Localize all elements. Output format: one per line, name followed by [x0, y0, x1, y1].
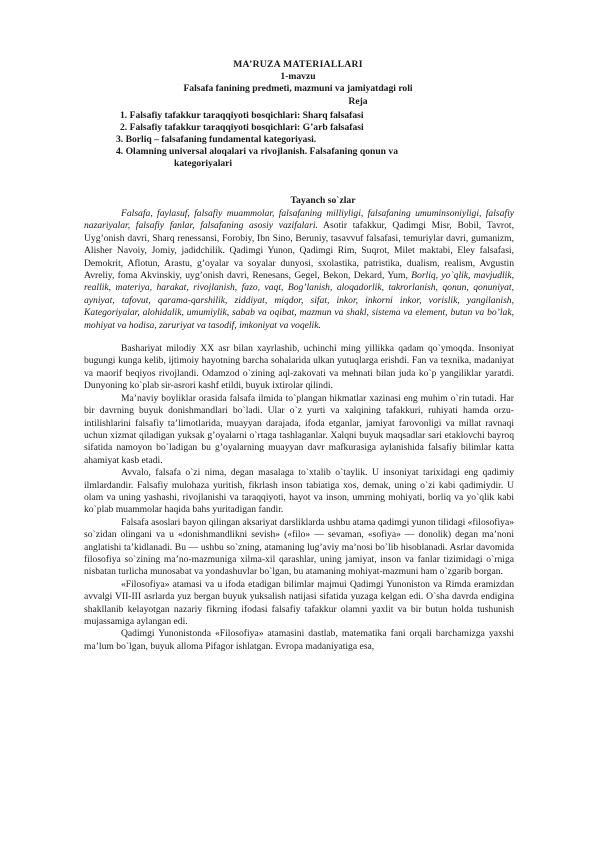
plan-item — [0, 146, 596, 170]
topic-title: Falsafa fanining predmeti, mazmuni va jamiyatdagi roli — [183, 83, 413, 94]
keywords-italic-end: Borliq, yo`qlik, mavjudlik, reallik, materiya, harakat, rivojlanish, fazo, vaqt, Bog’lanish, aloqadorlik, takrorlanish, qonun, qonuniyat, ayniyat, tafovut, qarama-qarshilik, ziddiyat, miqdor, sifat, inkor, inkorni inkor, vorislik, yangilanish, Kategoriyalar, alohidalik, umumiylik, sabab va oqibat, mazmun va shakl, sistema va element, butun va bo’lak, mohiyat va hodisa, zaruriyat va tasodif, imkoniyat va voqelik. — [84, 270, 514, 331]
topic-number: 1-mavzu — [280, 71, 316, 82]
keywords-paragraph — [84, 208, 514, 332]
body-paragraph: Falsafa asoslari bayon qilingan aksariyat darsliklarda ushbu atama qadimgi yunon tilidagi «filosofiya» so`zidan olingani va u «donishmandlikni sevish» («filo» — sevaman, «sofiya» — donolik) degan ma’noni anglatishi ta’kidlanadi. Bu — ushbu so`zning, atamaning lug’aviy ma’nosi bo`lib hisoblanadi. Asrlar davomida filosofiya so`zining ma’no-mazmuniga xilma-xil qarashlar, uning jamiyat, inson va fanlar tizimidagi o`rniga nisbatan turlicha munosabat va yondashuvlar bo`lgan, bu atamaning mohiyat-mazmuni ham o`zgarib borgan. — [84, 516, 514, 578]
body-paragraph: «Filosofiya» atamasi va u ifoda etadigan bilimlar majmui Qadimgi Yunoniston va Rimda eramizdan avvalgi VII-III asrlarda yuz bergan buyuk yuksalish natijasi sifatida yuzaga kelgan edi. O`sha davrda endigina shakllanib kelayotgan nazariy fikrning ifodasi falsafiy tafakkur olamni yaxlit va bir butun holda tushunish mujassamiga aylangan edi. — [84, 578, 514, 627]
plan-item: 1. Falsafiy tafakkur taraqqiyoti bosqichlari: Sharq falsafasi — [120, 110, 364, 121]
document-body — [84, 208, 514, 653]
keywords-italic-intro: Falsafa, faylasuf, falsafiy muammolar, falsafaning milliyligi, falsafaning umuminsoniyligi, falsafiy nazariyalar, falsafiy fanlar, falsafaning asosiy vazifalari. — [84, 208, 514, 232]
keywords-plain: Asotir tafakkur, Qadimgi Misr, Bobil, Tavrot, Uyg’onish davri, Sharq renessansi, Forobiy, Ibn Sino, Beruniy, tasavvuf falsafasi, temuriylar davri, gumanizm, Alisher Navoiy, Jomiy, jadidchilik. Qadimgi Yunon, Qadimgi Rim, Suqrot, Milet maktabi, Eley falsafasi, Demokrit, Aflotun, Arastu, g’oyalar va soyalar dunyosi, sxolastika, patristika, dualism, realism, Avgustin Avreliy, foma Akvinskiy, uyg’onish davri, Renesans, Gegel, Bekon, Dekard, Yum, — [84, 220, 514, 282]
plan-item: 3. Borliq – falsafaning fundamental kategoriyasi. — [116, 134, 317, 145]
plan-heading: Reja — [348, 96, 368, 107]
plan-item-continuation: kategoriyalari — [174, 158, 233, 169]
body-paragraph: Avvalo, falsafa o`zi nima, degan masalaga to`xtalib o`taylik. U insoniyat tarixidagi eng qadimiy ilmlardandir. Falsafiy mulohaza yuritish, fikrlash inson tabiatiga xos, demak, uning o`zi kabi qadimiydir. U olam va uning yashashi, rivojlanishi va taraqqiyoti, hayot va inson, umrning mohiyati, borliq va yo`qlik kabi ko`plab muammolar haqida bahs yuritadigan fandir. — [84, 467, 514, 516]
plan-item-text: 4. Olamning universal aloqalari va rivojlanish. Falsafaning qonun va — [116, 146, 399, 157]
body-paragraph: Ma’naviy boyliklar orasida falsafa ilmida to`plangan hikmatlar xazinasi eng muhim o`rin tutadi. Har bir davrning buyuk donishmandlari bo`ladi. Ular o`z yurti va xalqining tafakkuri, ruhiyati hamda orzu-intilishlarini falsafiy ta’limotlarida, muayyan darajada, ifoda etganlar, jamiyat farovonligi va millat ravnaqi uchun xizmat qiladigan yuksak g’oyalarni o`rtaga tashlaganlar. Xalqni buyuk maqsadlar sari etaklovchi bayroq sifatida namoyon bo`ladigan bu g’oyalarning muayyan davr mafkurasiga aylanishida falsafiy bilimlar katta ahamiyat kasb etadi. — [84, 392, 514, 466]
body-paragraph: Bashariyat milodiy XX asr bilan xayrlashib, uchinchi ming yillikka qadam qo`ymoqda. Insoniyat bugungi kunga kelib, ijtimoiy hayotning barcha sohalarida ulkan yutuqlarga erishdi. Fan va texnika, madaniyat va maorif beqiyos rivojlandi. Odamzod o`zining aql-zakovati va mehnati bilan juda ko`p yangiliklar yaratdi. Dunyoning ko`plab sir-asrori kashf etildi, buyuk ixtirolar qilindi. — [84, 343, 514, 392]
plan-item: 2. Falsafiy tafakkur taraqqiyoti bosqichlari: G’arb falsafasi — [120, 122, 364, 133]
document-title: MA’RUZA MATERIALLARI — [233, 59, 363, 70]
plan-list — [0, 110, 596, 170]
keywords-heading: Tayanch so`zlar — [290, 195, 356, 206]
body-paragraph: Qadimgi Yunonistonda «Filosofiya» atamasini dastlab, matematika fani orqali barchamizga yaxshi ma’lum bo`lgan, buyuk alloma Pifagor ishlatgan. Evropa madaniyatiga esa, — [84, 628, 514, 652]
